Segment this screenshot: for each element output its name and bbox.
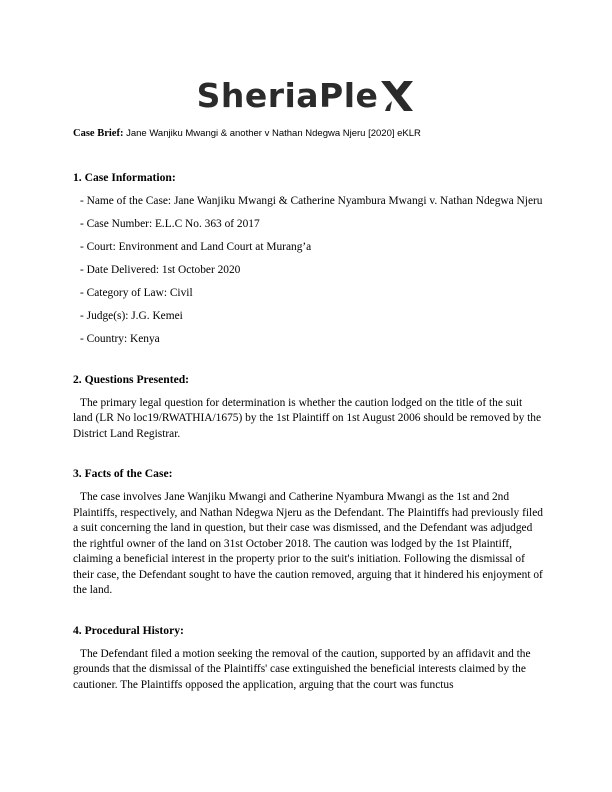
section-paragraph: The primary legal question for determination is whether the caution lodged on the title of the suit land (LR No loc19/RWATHIA/1675) by the 1st Plaintiff on 1st August 2006 should be removed by the District Land Registrar. [73,396,542,440]
x-mark-icon [379,79,415,113]
list-item: - Country: Kenya [80,333,160,345]
list-item: - Judge(s): J.G. Kemei [80,310,183,322]
logo-wordmark: SheriaPle [196,76,379,115]
section-heading: 4. Procedural History: [73,623,184,637]
section-heading: 1. Case Information: [73,171,176,184]
list-item: - Name of the Case: Jane Wanjiku Mwangi & Catherine Nyambura Mwangi v. Nathan Ndegwa Njeru [80,195,543,207]
case-brief-label: Case Brief: [73,128,124,139]
list-item: - Date Delivered: 1st October 2020 [80,264,241,276]
case-brief-line [73,128,421,139]
section-heading: 3. Facts of the Case: [73,467,173,480]
sheriaplex-logo [0,76,612,115]
section-paragraph: The case involves Jane Wanjiku Mwangi and Catherine Nyambura Mwangi as the 1st and 2nd Plaintiffs, respectively, and Nathan Ndegwa Njeru as the Defendant. The Plaintiffs had previously filed a suit concerning the land in question, but their case was dismissed, and the Defendant was adjudged the rightful owner of the land on 31st October 2018. The caution was lodged by the 1st Plaintiff, claiming a beneficial interest in the property prior to the suit's initiation. Following the dismissal of their case, the Defendant sought to have the caution removed, arguing that it hindered his enjoyment of the land. [73,491,543,596]
document-body [73,170,543,717]
list-item: - Case Number: E.L.C No. 363 of 2017 [80,218,260,230]
list-item: - Category of Law: Civil [80,287,193,299]
case-brief-title: Jane Wanjiku Mwangi & another v Nathan Ndegwa Njeru [2020] eKLR [126,128,421,139]
section-procedural-history [73,623,543,694]
section-facts [73,466,543,599]
section-paragraph: The Defendant filed a motion seeking the removal of the caution, supported by an affidavit and the grounds that the dismissal of the Plaintiffs' case extinguished the beneficial interests claimed by the cautioner. The Plaintiffs opposed the application, arguing that the court was functus [73,647,531,691]
section-case-information [73,170,543,348]
section-heading: 2. Questions Presented: [73,372,190,386]
list-item: - Court: Environment and Land Court at Murang’a [80,241,312,253]
section-questions-presented [73,372,543,443]
